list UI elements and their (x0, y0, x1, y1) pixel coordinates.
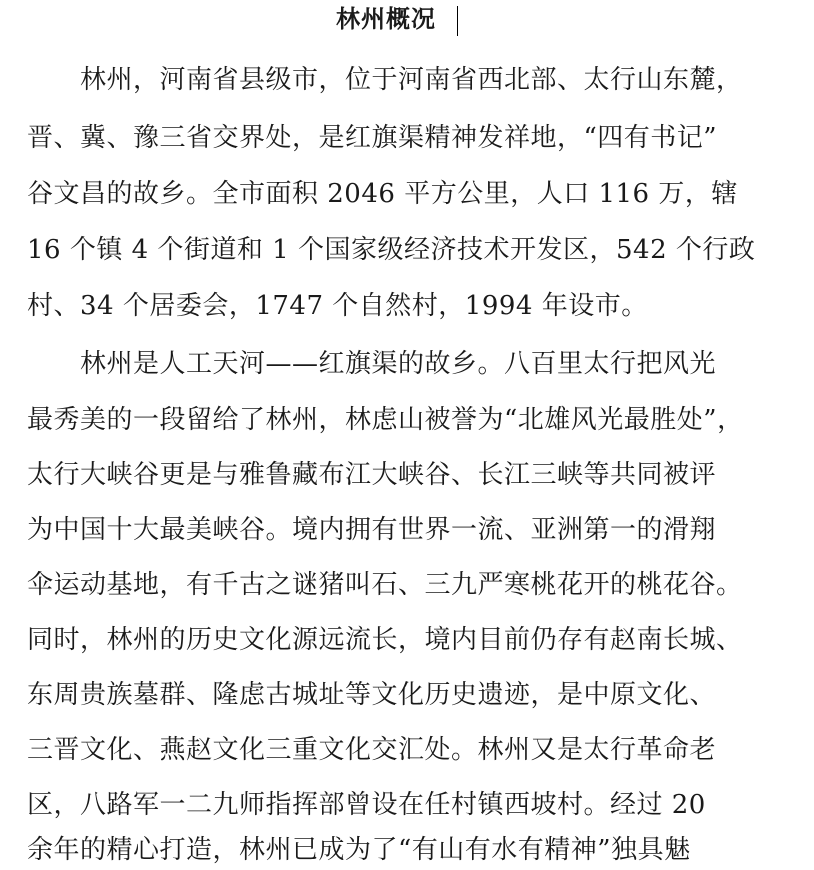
paragraph-2-line-10[interactable]: 余年的精心打造，林州已成为了“有山有水有精神”独具魅 (27, 835, 691, 865)
paragraph-2-line-1[interactable]: 林州是人工天河——红旗渠的故乡。八百里太行把风光 (80, 349, 717, 379)
paragraph-1-line-5[interactable]: 村、34 个居委会，1747 个自然村，1994 年设市。 (27, 291, 648, 321)
paragraph-1-line-3[interactable]: 谷文昌的故乡。全市面积 2046 平方公里，人口 116 万，辖 (27, 179, 738, 209)
title-row (0, 2, 814, 36)
paragraph-2-line-4[interactable]: 为中国十大最美峡谷。境内拥有世界一流、亚洲第一的滑翔 (27, 515, 717, 545)
paragraph-2-line-8[interactable]: 三晋文化、燕赵文化三重文化交汇处。林州又是太行革命老 (27, 735, 717, 765)
paragraph-1-line-4[interactable]: 16 个镇 4 个街道和 1 个国家级经济技术开发区，542 个行政 (27, 235, 756, 265)
paragraph-2-line-6[interactable]: 同时，林州的历史文化源远流长，境内目前仍存有赵南长城、 (27, 625, 743, 655)
paragraph-1-line-2[interactable]: 晋、冀、豫三省交界处，是红旗渠精神发祥地，“四有书记” (27, 123, 718, 153)
document-title[interactable]: 林州概况 (336, 4, 436, 33)
paragraph-2-line-5[interactable]: 伞运动基地，有千古之谜猪叫石、三九严寒桃花开的桃花谷。 (27, 570, 743, 600)
text-cursor (457, 6, 458, 36)
paragraph-2-line-3[interactable]: 太行大峡谷更是与雅鲁藏布江大峡谷、长江三峡等共同被评 (27, 460, 717, 490)
paragraph-2-line-7[interactable]: 东周贵族墓群、隆虑古城址等文化历史遗迹，是中原文化、 (27, 680, 717, 710)
paragraph-1-line-1[interactable]: 林州，河南省县级市，位于河南省西北部、太行山东麓， (80, 65, 743, 95)
paragraph-2-line-2[interactable]: 最秀美的一段留给了林州，林虑山被誉为“北雄风光最胜处”， (27, 405, 744, 435)
paragraph-2-line-9[interactable]: 区，八路军一二九师指挥部曾设在任村镇西坡村。经过 20 (27, 790, 706, 820)
